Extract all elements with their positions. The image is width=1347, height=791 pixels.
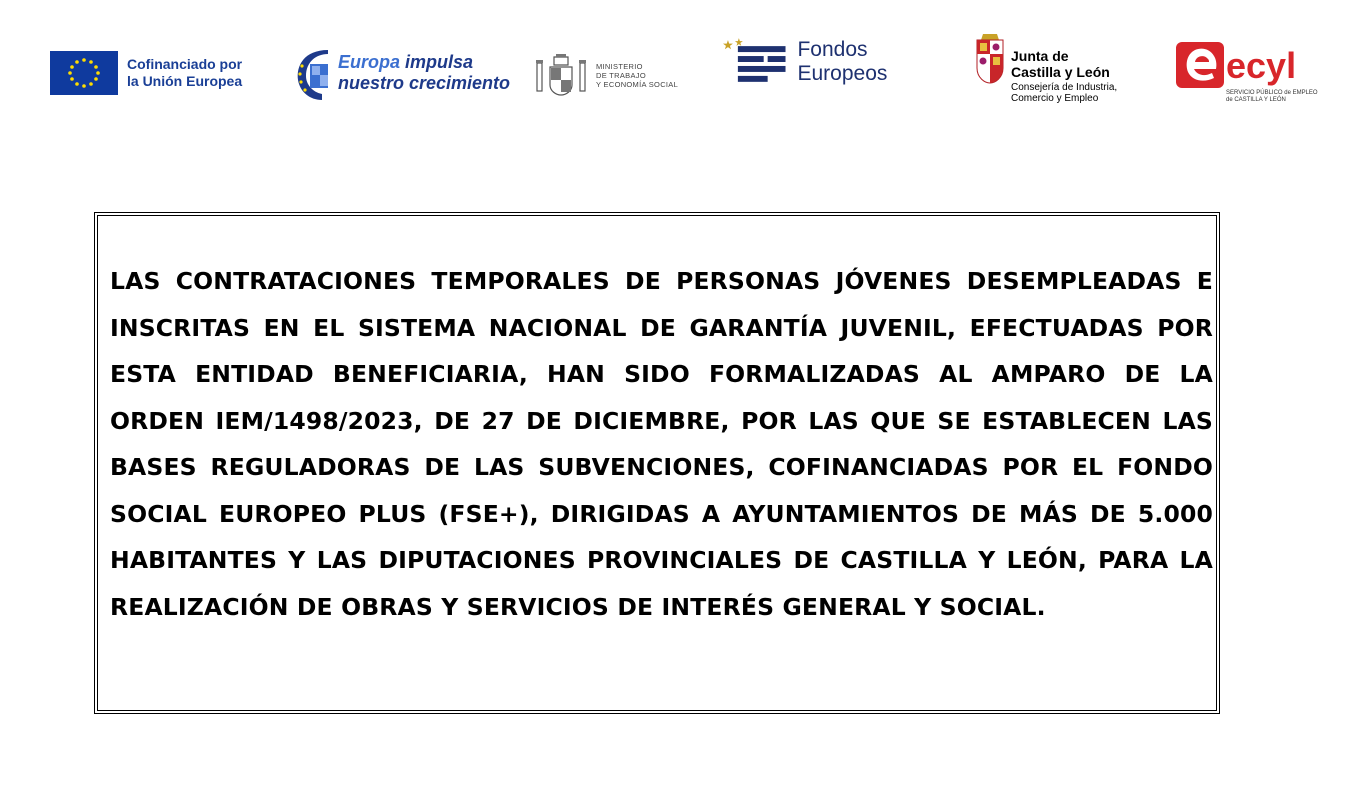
eu-flag-icon bbox=[50, 51, 118, 95]
ministerio-logo-line1: MINISTERIO bbox=[596, 61, 643, 71]
ecyl-wordmark-text: ecyl bbox=[1226, 45, 1297, 86]
impulsa-logo-word-impulsa: impulsa bbox=[400, 52, 474, 72]
ministerio-logo-line2: DE TRABAJO bbox=[596, 70, 646, 80]
junta-castilla-leon-logo bbox=[975, 34, 1135, 114]
impulsa-logo-word-europa: Europa bbox=[338, 52, 401, 72]
eu-cofinanciado-logo bbox=[50, 50, 260, 96]
eu-logo-line2: la Unión Europea bbox=[127, 73, 243, 89]
ecyl-sub-line2: de CASTILLA Y LEÓN bbox=[1226, 97, 1286, 103]
fondos-europeos-flag-icon bbox=[722, 38, 789, 86]
junta-logo-line3: Consejería de Industria, bbox=[1011, 82, 1118, 93]
ecyl-wordmark-icon bbox=[1176, 42, 1326, 90]
notice-text: LAS CONTRATACIONES TEMPORALES DE PERSONAS JÓVENES DESEMPLEADAS E INSCRITAS EN EL SISTEMA NACIONAL DE GARANTÍA JUVENIL, EFECTUADAS POR ESTA ENTIDAD BENEFICIARIA, HAN SIDO FORMALIZADAS AL AMPARO DE LA ORDEN IEM/1498/2023, DE 27 DE DICIEMBRE, POR LAS QUE SE ESTABLECEN LAS BASES REGULADORAS DE LAS SUBVENCIONES, COFINANCIADAS POR EL FONDO SOCIAL EUROPEO PLUS (FSE+), DIRIGIDAS A AYUNTAMIENTOS DE MÁS DE 5.000 HABITANTES Y LAS DIPUTACIONES PROVINCIALES DE CASTILLA Y LEÓN, PARA LA REALIZACIÓN DE OBRAS Y SERVICIOS DE INTERÉS GENERAL Y SOCIAL. bbox=[110, 267, 1213, 621]
junta-logo-line1: Junta de bbox=[1011, 48, 1069, 64]
ministerio-trabajo-logo bbox=[534, 52, 709, 98]
notice-box bbox=[94, 212, 1220, 714]
eu-logo-line1: Cofinanciado por bbox=[127, 56, 243, 72]
ministerio-logo-line3: Y ECONOMÍA SOCIAL bbox=[596, 79, 679, 89]
impulsa-logo-line2: nuestro crecimiento bbox=[338, 73, 511, 93]
ecyl-sub-line1: SERVICIO PÚBLICO de EMPLEO bbox=[1226, 90, 1318, 96]
junta-logo-line2: Castilla y León bbox=[1011, 64, 1110, 80]
europa-impulsa-logo bbox=[294, 44, 519, 102]
fondos-europeos-label: Fondos Europeos bbox=[797, 38, 888, 85]
junta-logo-line4: Comercio y Empleo bbox=[1011, 93, 1099, 104]
europa-impulsa-emblem-icon bbox=[294, 44, 334, 102]
castilla-leon-shield-icon bbox=[975, 34, 1005, 84]
fondos-europeos-logo bbox=[722, 38, 962, 86]
ecyl-logo bbox=[1176, 42, 1336, 112]
spain-coat-of-arms-icon bbox=[534, 53, 588, 97]
